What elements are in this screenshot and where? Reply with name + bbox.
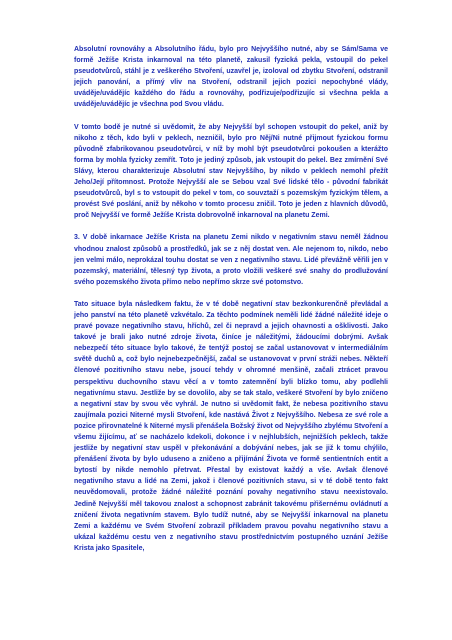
paragraph-3: 3. V době inkarnace Ježíše Krista na planetu Zemi nikdo v negativním stavu neměl žádnou vhodnou znalost způsobů a prostředků, jak se z něj dostat ven. Ale nejenom to, nikdo, nebo jen velmi málo, neprokázal touhu dostat se ven z negativního stavu. Lidé převážně věřili jen v pozemský, materiální, tělesný typ života, a proto vložili veškeré své snahy do prodlužování svého pozemského života přímo nebo nepřímo skrze své potomstvo.: [74, 234, 388, 286]
paragraph-4: Tato situace byla následkem faktu, že v té době negativní stav bezkonkurenčně převládal a jeho panství na této planetě vzkvétalo. Za těchto podmínek neměli lidé žádné náležité ideje o pravé povaze negativního stavu, hříchů, zel či nepravd a jejich ohavnosti a ošklivosti. Jako takové je brali jako nutné zdroje života, činíce je náležitými, žádoucími dobrými. Avšak nebezpečí této situace bylo takové, že tentýž postoj se začal ustanovovat v intermediálním světě duchů a, což bylo nejnebezpečnější, začal se ustanovovat v první stráži nebes. Někteří členové pozitivního stavu nebe, jsoucí tehdy v ohromné menšině, začali ztrácet pravou perspektivu duchovního stavu věcí a v tomto zatemnění byli blízko tomu, aby podlehli negativnímu stavu. Jestliže by se dovolilo, aby se tak stalo, veškeré Stvoření by bylo zničeno a negativní stav by svou věc vyhrál. Je nutno si uvědomit fakt, že nebesa pozitivního stavu zaujímala pozici Niterné mysli Stvoření, kde nastává Život z Nejvyššího. Nebesa ze své role a pozice přirovnatelné k Niterné mysli přenášela Božský život od Nejvyššího zbylému Stvoření a všemu žijícímu, ať se nacházelo kdekoli, dokonce i v nejhlubších, nejnižších peklech, takže jestliže by negativní stav uspěl v překonávání a dobývání nebes, jak se již k tomu chýlilo, přenášení života by bylo uduseno a zničeno a přijímání Života ve formě sentientních entit a bytostí by nikde nemohlo přetrvat. Přestal by existovat každý a vše. Avšak členové negativního stavu a lidé na Zemi, jakož i členové pozitivních stavu, si v té době tento fakt neuvědomovali, protože žádné náležité poznání povahy negativního stavu neexistovalo. Jedině Nejvyšší měl takovou znalost a schopnost zabránit takovému přišernému ovládnutí a zničení života negativním stavem. Bylo tudíž nutné, aby se Nejvyšší inkarnoval na planetu Zemi a každému ve Svém Stvoření zobrazil příkladem pravou povahu negativního stavu a ukázal každému cestu ven z negativního stavu prostřednictvím postupného uznání Ježíše Krista jako Spasitele,: [74, 300, 388, 552]
paragraph-1: Absolutní rovnováhy a Absolutního řádu, bylo pro Nejvyššího nutné, aby se Sám/Sama ve formě Ježíše Krista inkarnoval na této planetě, zakusil fyzická pekla, vstoupil do pekel pseudotvůrců, stáhl je z veškerého Stvoření, uzavřel je, izoloval od zbytku Stvoření, odstranil jejich panování, a přímý vliv na Stvoření, odstranil jejich pozici nepochybné vlády, uváděje/uvádějíc každého do řádu a rovnováhy, podřizuje/podřizujíc si všechna pekla a uváděje/uvádějíc je všechna pod Svou vládu.: [74, 46, 388, 109]
paragraph-2: V tomto bodě je nutné si uvědomit, že aby Nejvyšší byl schopen vstoupit do pekel, aniž by nikoho z těch, kdo byli v peklech, nezničil, bylo pro Něj/Ni nutné přijmout fyzickou formu původně zfabrikovanou pseudotvůrci, v níž by mohl být pseudotvůrci pokoušen a kterážto forma by mohla fyzicky zemřít. Toto je jediný způsob, jak vstoupit do pekel. Bez zmírnění Své Slávy, kterou charakterizuje Absolutní stav Nejvyššího, by nikdo v peklech nemohl přežít Jeho/Její přítomnost. Protože Nejvyšší ale se Sebou vzal Své lidské tělo - původní fabrikát pseudotvůrců, byl s to vstoupit do pekel v tom, co souvztaží s pozemským fyzickým tělem, a provést Své poslání, aniž by někoho v tomto procesu zničil. Toto je jeden z hlavních důvodů, proč Nejvyšší ve formě Ježíše Krista dobrovolně inkarnoval na planetu Zemi.: [74, 123, 388, 220]
document-page: [74, 44, 388, 554]
